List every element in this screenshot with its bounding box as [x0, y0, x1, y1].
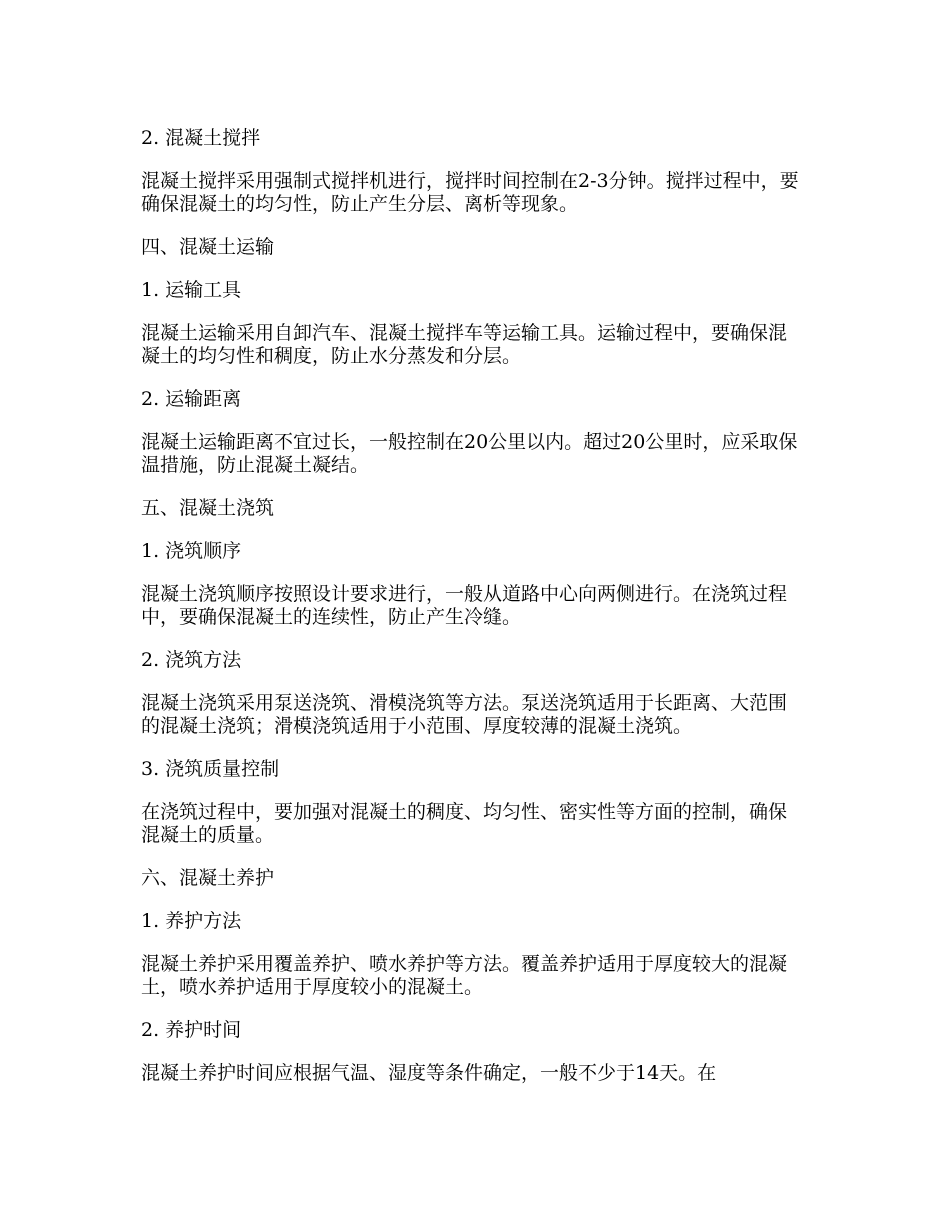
paragraph: 混凝土浇筑采用泵送浇筑、滑模浇筑等方法。泵送浇筑适用于长距离、大范围的混凝土浇筑；滑模浇筑适用于小范围、厚度较薄的混凝土浇筑。 — [141, 692, 788, 737]
section-heading: 五、混凝土浇筑 — [141, 497, 275, 519]
subsection-heading: 2. 运输距离 — [141, 388, 242, 410]
paragraph: 混凝土运输采用自卸汽车、混凝土搅拌车等运输工具。运输过程中，要确保混凝土的均匀性和稠度，防止水分蒸发和分层。 — [141, 322, 788, 367]
subsection-heading: 1. 运输工具 — [141, 279, 242, 301]
paragraph: 混凝土浇筑顺序按照设计要求进行，一般从道路中心向两侧进行。在浇筑过程中，要确保混凝土的连续性，防止产生冷缝。 — [141, 583, 788, 628]
subsection-heading: 1. 浇筑顺序 — [141, 540, 242, 562]
subsection-heading: 3. 浇筑质量控制 — [141, 758, 280, 780]
paragraph: 混凝土运输距离不宜过长，一般控制在20公里以内。超过20公里时，应采取保温措施，防止混凝土凝结。 — [141, 431, 798, 476]
subsection-heading: 2. 混凝土搅拌 — [141, 127, 261, 149]
paragraph: 混凝土养护时间应根据气温、湿度等条件确定，一般不少于14天。在 — [141, 1062, 717, 1084]
section-heading: 四、混凝土运输 — [141, 236, 275, 258]
subsection-heading: 2. 养护时间 — [141, 1019, 242, 1041]
paragraph: 混凝土养护采用覆盖养护、喷水养护等方法。覆盖养护适用于厚度较大的混凝土，喷水养护适用于厚度较小的混凝土。 — [141, 953, 788, 998]
section-heading: 六、混凝土养护 — [141, 867, 275, 889]
paragraph: 混凝土搅拌采用强制式搅拌机进行，搅拌时间控制在2-3分钟。搅拌过程中，要确保混凝土的均匀性，防止产生分层、离析等现象。 — [141, 170, 799, 215]
subsection-heading: 1. 养护方法 — [141, 910, 242, 932]
subsection-heading: 2. 浇筑方法 — [141, 649, 242, 671]
document-body — [141, 127, 801, 1105]
paragraph: 在浇筑过程中，要加强对混凝土的稠度、均匀性、密实性等方面的控制，确保混凝土的质量。 — [141, 801, 788, 846]
